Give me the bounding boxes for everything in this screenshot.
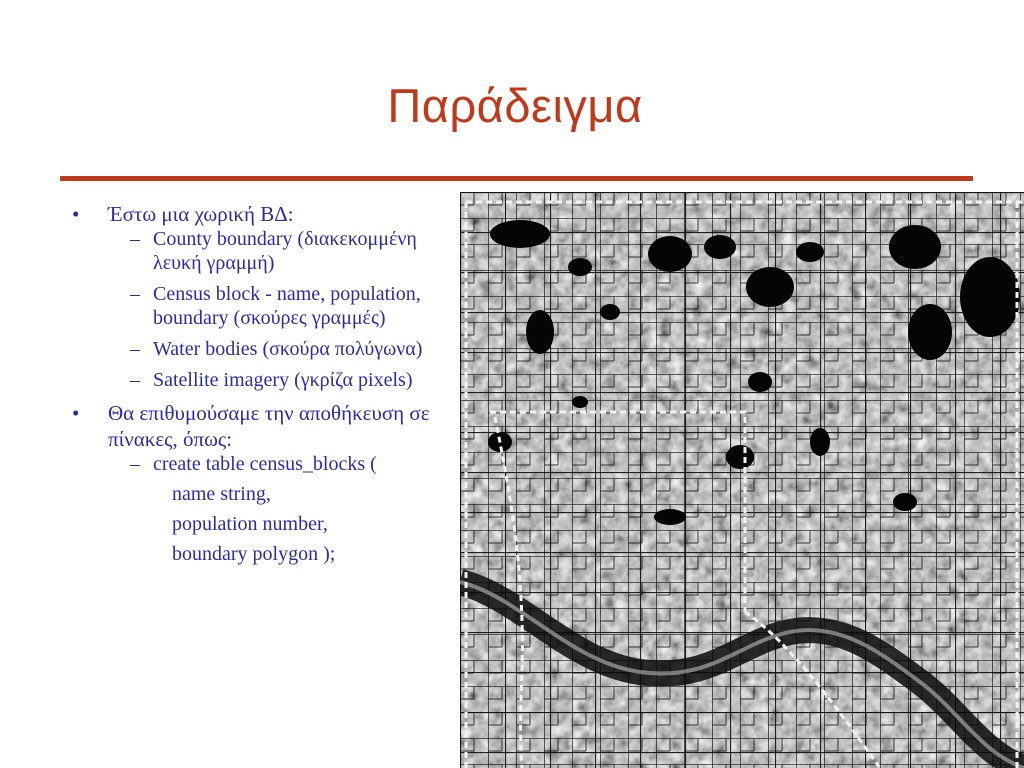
bullet-content	[72, 201, 452, 574]
code-line: population number,	[172, 513, 328, 535]
water-body	[746, 267, 794, 307]
water-body	[748, 372, 772, 392]
water-body	[960, 257, 1020, 337]
sub-bullet-list	[108, 227, 452, 392]
water-body	[526, 310, 554, 354]
water-body	[889, 225, 941, 269]
code-line: name string,	[172, 483, 271, 505]
dash-icon: –	[130, 453, 140, 475]
dash-icon: –	[130, 369, 140, 391]
water-body	[490, 220, 550, 248]
title-divider	[60, 176, 973, 181]
code-line: boundary polygon );	[172, 543, 336, 565]
sub-bullet-text: Census block - name, population, boundary (σκούρες γραμμές)	[153, 283, 421, 329]
sub-bullet-item	[108, 368, 452, 392]
sub-bullet-item	[108, 227, 452, 275]
sub-bullet-text: County boundary (διακεκομμένη λευκή γραμμή)	[153, 228, 417, 274]
water-body	[704, 235, 736, 259]
water-body	[654, 509, 686, 525]
water-body	[726, 445, 754, 469]
water-body	[908, 304, 952, 360]
bullet-item	[72, 400, 452, 566]
sub-bullet-item	[108, 282, 452, 330]
bullet-text: Θα επιθυμούσαμε την αποθήκευση σε πίνακες, όπως:	[108, 401, 430, 451]
sub-bullet-item	[108, 337, 452, 361]
water-body	[810, 428, 830, 456]
water-body	[572, 396, 588, 408]
water-body	[648, 236, 692, 272]
sub-bullet-list	[108, 452, 452, 566]
dash-icon: –	[130, 283, 140, 305]
water-body	[893, 493, 917, 511]
water-body	[568, 258, 592, 276]
satellite-map-image	[460, 192, 1024, 768]
bullet-dot-icon: •	[72, 202, 80, 226]
dash-icon: –	[130, 338, 140, 360]
water-body	[796, 242, 824, 262]
bullet-item	[72, 201, 452, 392]
sub-bullet-item	[108, 452, 452, 566]
bullet-list	[72, 201, 452, 566]
bullet-text: Έστω μια χωρική ΒΔ:	[108, 202, 294, 226]
water-body	[600, 304, 620, 320]
sub-bullet-text: Water bodies (σκούρα πολύγωνα)	[153, 338, 423, 360]
code-first-line: create table census_blocks (	[153, 453, 377, 475]
bullet-dot-icon: •	[72, 401, 80, 425]
slide-title: Παράδειγμα	[387, 79, 643, 132]
sub-bullet-text: Satellite imagery (γκρίζα pixels)	[153, 369, 413, 391]
dash-icon: –	[130, 228, 140, 250]
